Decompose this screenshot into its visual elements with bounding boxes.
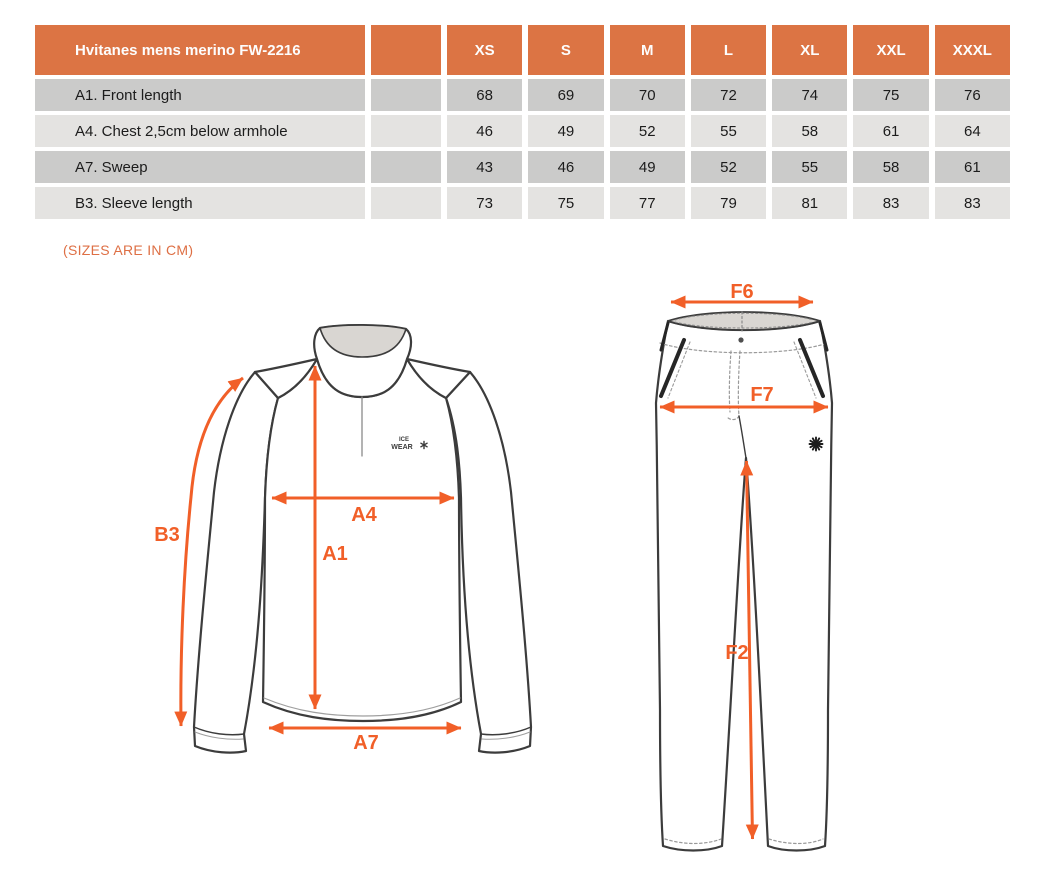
- size-header-xs: XS: [447, 25, 522, 75]
- size-value: 52: [610, 115, 685, 147]
- size-header-m: M: [610, 25, 685, 75]
- size-value: 72: [691, 79, 766, 111]
- size-value: 74: [772, 79, 847, 111]
- size-value: 75: [528, 187, 603, 219]
- size-value: 43: [447, 151, 522, 183]
- waist-button: [738, 337, 743, 342]
- size-value: 49: [528, 115, 603, 147]
- size-value: 70: [610, 79, 685, 111]
- size-value: 58: [853, 151, 928, 183]
- row-spacer-cell: [371, 115, 441, 147]
- sweater-diagram: [140, 295, 580, 775]
- size-value: 83: [853, 187, 928, 219]
- size-value: 64: [935, 115, 1010, 147]
- row-spacer-cell: [371, 79, 441, 111]
- row-spacer-cell: [371, 187, 441, 219]
- logo-text-ice: ICE: [398, 437, 410, 443]
- b3-label: B3: [154, 524, 180, 546]
- table-title: Hvitanes mens merino FW-2216: [35, 25, 365, 75]
- size-value: 83: [935, 187, 1010, 219]
- size-value: 75: [853, 79, 928, 111]
- row-label: A7. Sweep: [35, 151, 365, 183]
- size-header-l: L: [691, 25, 766, 75]
- size-value: 49: [610, 151, 685, 183]
- size-value: 77: [610, 187, 685, 219]
- size-value: 76: [935, 79, 1010, 111]
- size-value: 61: [853, 115, 928, 147]
- header-spacer-cell: [371, 25, 441, 75]
- waistband: [668, 312, 820, 330]
- size-value: 61: [935, 151, 1010, 183]
- size-value: 55: [772, 151, 847, 183]
- pants-diagram: [640, 282, 875, 874]
- row-spacer-cell: [371, 151, 441, 183]
- f2-label: F2: [725, 642, 749, 664]
- f6-label: F6: [730, 281, 754, 303]
- size-value: 69: [528, 79, 603, 111]
- row-label: A4. Chest 2,5cm below armhole: [35, 115, 365, 147]
- logo-text-wear: WEAR: [391, 444, 413, 451]
- size-table: [35, 25, 1010, 219]
- size-value: 79: [691, 187, 766, 219]
- size-header-s: S: [528, 25, 603, 75]
- size-header-xxxl: XXXL: [935, 25, 1010, 75]
- size-value: 46: [447, 115, 522, 147]
- size-header-xxl: XXL: [853, 25, 928, 75]
- size-value: 46: [528, 151, 603, 183]
- size-value: 52: [691, 151, 766, 183]
- size-value: 58: [772, 115, 847, 147]
- row-label: A1. Front length: [35, 79, 365, 111]
- a1-label: A1: [322, 543, 348, 565]
- f7-label: F7: [750, 384, 774, 406]
- size-header-xl: XL: [772, 25, 847, 75]
- size-value: 55: [691, 115, 766, 147]
- sweater-outline: [194, 325, 531, 752]
- pants-outline: [656, 312, 832, 851]
- size-value: 73: [447, 187, 522, 219]
- size-value: 68: [447, 79, 522, 111]
- a4-label: A4: [351, 504, 377, 526]
- size-value: 81: [772, 187, 847, 219]
- a7-label: A7: [353, 732, 379, 754]
- units-note: (SIZES ARE IN CM): [63, 242, 194, 258]
- row-label: B3. Sleeve length: [35, 187, 365, 219]
